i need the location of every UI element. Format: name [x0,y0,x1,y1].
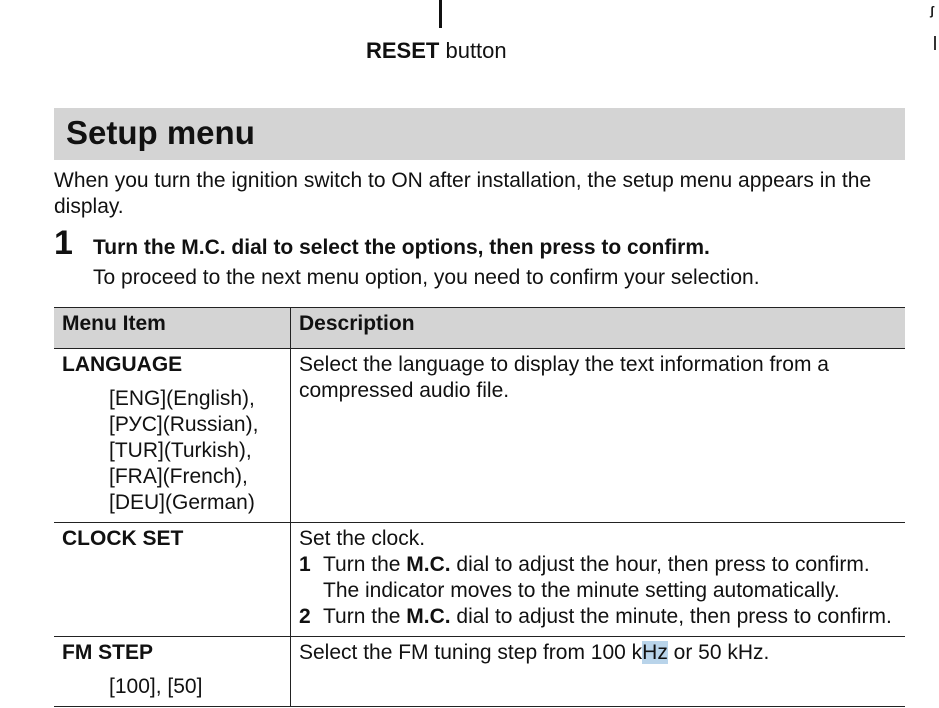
description-text-post: or 50 kHz. [667,641,770,664]
intro-paragraph: When you turn the ignition switch to ON after installation, the setup menu appears in the display. [54,169,872,218]
table-row-language [54,349,905,523]
selected-text-highlight[interactable]: Hz [642,641,668,664]
option-fm-step: [100], [50] [109,675,203,698]
description-text: Select the language to display the text information from a compressed audio file. [299,353,829,402]
description-cell [291,349,906,523]
reset-caption-bold: RESET [366,38,440,63]
option-tur: [TUR](Turkish), [109,439,252,462]
option-rus: [РУС](Russian), [109,413,259,436]
menu-item-name: FM STEP [62,641,154,664]
numbered-step-bold: M.C. [406,553,451,576]
setup-menu-table [54,307,905,707]
reset-button-caption [366,38,507,64]
numbered-step-post: dial to adjust the hour, then press to confirm. The indicator moves to the minute setting automatically. [323,553,870,602]
description-text-pre: Select the FM tuning step from 100 k [299,641,643,664]
option-list [109,386,282,516]
numbered-step-pre: Turn the [323,553,407,576]
numbered-step-number: 1 [299,553,311,576]
menu-item-cell [54,349,291,523]
table-header-row [54,308,905,349]
numbered-step [299,604,897,630]
numbered-step-number: 2 [299,605,311,628]
menu-item-cell [54,637,291,707]
reset-pointer-line [439,0,442,28]
page-edge-mark: ʃ [930,4,934,18]
header-description: Description [291,308,906,349]
option-list [109,674,282,700]
reset-caption-rest: button [439,38,507,63]
table-row-clock-set [54,523,905,637]
description-cell [291,523,906,637]
section-title-bar [54,108,905,160]
description-text: Set the clock. [299,527,426,550]
step-body: To proceed to the next menu option, you need to confirm your selection. [93,266,760,289]
numbered-step-bold: M.C. [406,605,451,628]
section-title: Setup menu [66,114,255,151]
option-deu: [DEU](German) [109,491,255,514]
menu-item-name: LANGUAGE [62,353,183,376]
table-row-fm-step [54,637,905,707]
option-fra: [FRA](French), [109,465,248,488]
menu-item-name: CLOCK SET [62,527,184,550]
numbered-step [299,552,897,604]
numbered-step-post: dial to adjust the minute, then press to confirm. [450,605,892,628]
page-edge-dash [934,36,936,50]
option-eng: [ENG](English), [109,387,255,410]
menu-item-cell [54,523,291,637]
description-cell [291,637,906,707]
step-number: 1 [54,224,73,262]
header-menu-item: Menu Item [54,308,291,349]
step-heading: Turn the M.C. dial to select the options, then press to confirm. [93,236,710,259]
numbered-step-pre: Turn the [323,605,407,628]
